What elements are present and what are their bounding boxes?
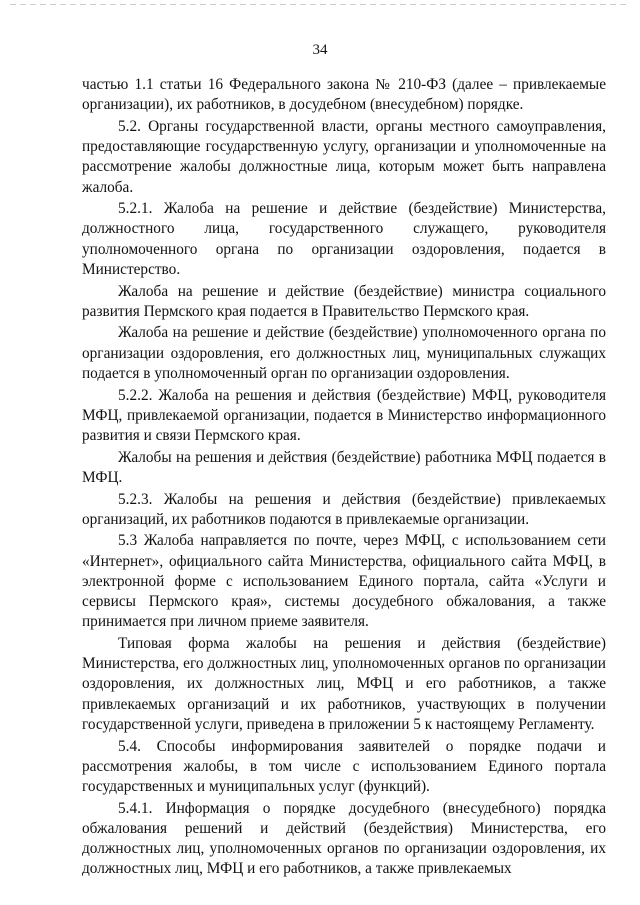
paragraph-4: Жалоба на решение и действие (бездействие) министра социального развития Пермского края подается в Правительство Пермского края. [82, 282, 606, 320]
paragraph-12: 5.4.1. Информация о порядке досудебного (внесудебного) порядка обжалования решений и действий (бездействия) Министерства, его должностных лиц, уполномоченных органов по организации оздоровления, их должностных лиц, МФЦ и его работников, а также привлекаемых [82, 799, 606, 878]
paragraph-11: 5.4. Способы информирования заявителей о порядке подачи и рассмотрения жалобы, в том числе с использованием Единого портала государственных и муниципальных услуг (функций). [82, 737, 606, 795]
paragraph-6: 5.2.2. Жалоба на решения и действия (бездействие) МФЦ, руководителя МФЦ, привлекаемой организации, подается в Министерство информационного развития и связи Пермского края. [82, 386, 606, 444]
paragraph-7: Жалобы на решения и действия (бездействие) работника МФЦ подается в МФЦ. [82, 448, 606, 486]
paragraph-3: 5.2.1. Жалоба на решение и действие (бездействие) Министерства, должностного лица, государственного служащего, руководителя уполномоченного органа по организации оздоровления, подается в Министерство. [82, 200, 606, 278]
scan-top-edge [10, 4, 630, 5]
paragraph-10: Типовая форма жалобы на решения и действия (бездействие) Министерства, его должностных лиц, уполномоченных органов по организации оздоровления, их должностных лиц, МФЦ и его работников, а также привлекаемых организаций и их работников, участвующих в получении государственной услуги, приведена в приложении 5 к настоящему Регламенту. [82, 634, 606, 733]
document-body [82, 75, 606, 879]
page-number: 34 [312, 42, 328, 58]
paragraph-1: частью 1.1 статьи 16 Федерального закона № 210-ФЗ (далее – привлекаемые организации), их работников, в досудебном (внесудебном) порядке. [82, 76, 606, 114]
paragraph-9: 5.3 Жалоба направляется по почте, через МФЦ, с использованием сети «Интернет», официального сайта Министерства, официального сайта МФЦ, в электронной форме с использованием Единого портала, сайта «Услуги и сервисы Пермского края», системы досудебного обжалования, а также принимается при личном приеме заявителя. [82, 532, 606, 631]
paragraph-5: Жалоба на решение и действие (бездействие) уполномоченного органа по организации оздоровления, его должностных лиц, муниципальных служащих подается в уполномоченный орган по организации оздоровления. [82, 324, 606, 382]
paragraph-2: 5.2. Органы государственной власти, органы местного самоуправления, предоставляющие государственную услугу, организации и уполномоченные на рассмотрение жалобы должностные лица, которым может быть направлена жалоба. [82, 117, 606, 196]
paragraph-8: 5.2.3. Жалобы на решения и действия (бездействие) привлекаемых организаций, их работников подаются в привлекаемые организации. [82, 490, 606, 528]
